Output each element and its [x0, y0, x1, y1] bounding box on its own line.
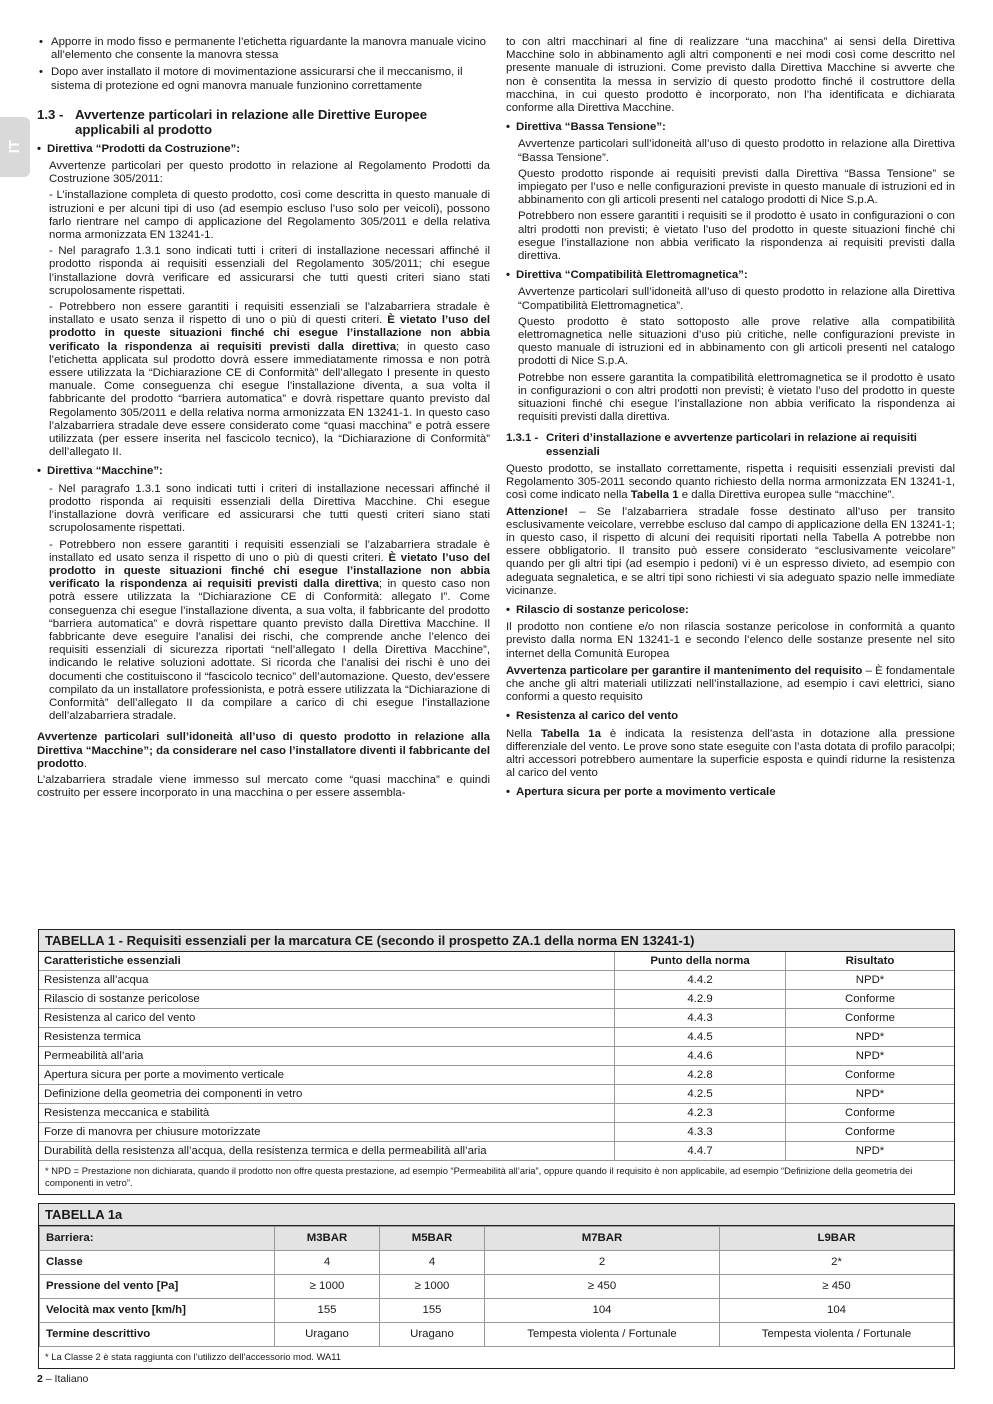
paragraph: Questo prodotto è stato sottoposto alle prove relative alla compatibilità elettromagnetica nelle situazioni d’uso più critiche, nelle configurazioni previste in questo manuale di istruzioni ed in abbinamento con gli articoli presenti nel catalogo prodotti di Nice S.p.A.: [518, 315, 955, 368]
table-row: [39, 1104, 954, 1123]
paragraph: [49, 301, 490, 459]
table-cell: 4.2.9: [615, 990, 786, 1009]
table-cell: 4.4.3: [615, 1009, 786, 1028]
column-header: Barriera:: [40, 1227, 275, 1251]
table-1a-grid: [39, 1226, 954, 1347]
text: - Potrebbero non essere garantiti i requisiti essenziali se l’alzabarriera stradale è installato e usato senza il rispetto di uno o più di questi criteri.: [49, 301, 490, 327]
column-header: M5BAR: [380, 1227, 485, 1251]
paragraph: [506, 728, 955, 781]
paragraph: [49, 539, 490, 724]
table-1-note: * NPD = Prestazione non dichiarata, quando il prodotto non offre questa prestazione, ad esempio “Permeabilità all’aria”, oppure quando il requisito è non applicabile, ad esempio “Definizione della geometria dei componenti in vetro”.: [45, 1165, 913, 1189]
directive-body-low-voltage: [506, 138, 955, 263]
bold-text: È vietato l’uso del prodotto in queste situazioni finché chi esegue l’installazione non abbia verificato la rispondenza ai requisiti previsti dalla direttiva: [49, 551, 491, 591]
section-title: Avvertenze particolari in relazione alle Direttive Europee applicabili al prodotto: [75, 106, 428, 137]
table-header-row: [39, 952, 954, 971]
table-header-row: [40, 1227, 954, 1251]
table-1-grid: [39, 952, 954, 1161]
directive-body-machines: [37, 483, 490, 724]
column-header: Punto della norma: [615, 952, 786, 971]
text: – È fondamentale che anche gli altri materiali utilizzati nell’installazione, ad esempio i cavi elettrici, siano conformi a questo requisito: [506, 664, 955, 704]
table-cell: 4.2.8: [615, 1066, 786, 1085]
table-1a-body: [40, 1251, 954, 1347]
table-row: [39, 1123, 954, 1142]
table-row: [39, 1066, 954, 1085]
subsection-number: 1.3.1 -: [506, 432, 539, 445]
paragraph: Questo prodotto risponde ai requisiti previsti dalla Direttiva “Bassa Tensione” se impiegato per l’uso e nelle configurazioni previste in questo manuale di istruzioni ed in abbinamento con gli articoli presenti nel catalogo prodotti di Nice S.p.A.: [518, 167, 955, 207]
table-cell: Uragano: [275, 1323, 380, 1347]
paragraph: - L’installazione completa di questo prodotto, così come descritta in questo manuale di istruzioni e per alcuni tipi di uso (ad esempio escluso l’uso solo per veicoli), possono farlo rientrare nel campo di applicazione del Regolamento 305/2011 e della relativa norma armonizzata EN 13241-1.: [49, 189, 490, 242]
paragraph: L’alzabarriera stradale viene immesso sul mercato come “quasi macchina” e quindi costruito per essere incorporato in una macchina o per essere assembla-: [37, 773, 490, 800]
text: Questo prodotto, se installato correttamente, rispetta i requisiti essenziali previsti dal Regolamento 305-2011 secondo quanto richiesto della norma armonizzata EN 13241-1, così come indicato nella: [506, 462, 955, 502]
table-cell: NPD*: [786, 971, 955, 990]
table-cell: 104: [485, 1299, 720, 1323]
table-1-body: [39, 971, 954, 1161]
table-1a: [38, 1203, 955, 1369]
table-cell: NPD*: [786, 1028, 955, 1047]
table-cell: Tempesta violenta / Fortunale: [485, 1323, 720, 1347]
bold-text: È vietato l’uso del prodotto in queste situazioni finché chi esegue l’installazione non abbia verificato la rispondenza ai requisiti previsti dalla direttiva: [49, 314, 491, 353]
footer-separator: –: [42, 1373, 55, 1385]
table-1a-note: * La Classe 2 è stata raggiunta con l’utilizzo dell’accessorio mod. WA11: [45, 1351, 341, 1363]
directive-body-construction: [37, 160, 490, 459]
table-row: [39, 971, 954, 990]
heading-wind-resistance: • Resistenza al carico del vento: [506, 710, 955, 723]
table-cell: Forze di manovra per chiusure motorizzate: [39, 1123, 615, 1142]
column-header: Caratteristiche essenziali: [39, 952, 615, 971]
paragraph: Avvertenze particolari sull’idoneità all’uso di questo prodotto in relazione alla Direttiva “Bassa Tensione”.: [518, 138, 955, 164]
table-cell: Pressione del vento [Pa]: [40, 1275, 275, 1299]
table-cell: Definizione della geometria dei componenti in vetro: [39, 1085, 615, 1104]
right-column: [506, 36, 955, 804]
directive-heading-construction: • Direttiva “Prodotti da Costruzione”:: [37, 143, 490, 156]
table-cell: 4.2.5: [615, 1085, 786, 1104]
table-row: [39, 990, 954, 1009]
language-tab: [0, 117, 30, 177]
paragraph: to con altri macchinari al fine di realizzare “una macchina” ai sensi della Direttiva Macchine solo in abbinamento agli altri componenti e nei modi così come descritto nel presente manuale di istruzioni. Come previsto dalla Direttiva Macchine si avverte che non è consentita la messa in servizio di questo prodotto finché il costruttore della macchina, in cui questo prodotto è incorporato, non l’ha identificata e dichiarata conforme alla Direttiva Macchine.: [506, 36, 955, 115]
page-number: 2: [37, 1373, 43, 1385]
paragraph: [506, 463, 955, 503]
table-cell: Conforme: [786, 1104, 955, 1123]
table-row: [39, 1028, 954, 1047]
list-item: • Apporre in modo fisso e permanente l’etichetta riguardante la manovra manuale vicino all’elemento che consente la manovra stessa: [37, 36, 490, 62]
table-cell: Termine descrittivo: [40, 1323, 275, 1347]
bold-text: Tabella 1: [630, 489, 679, 502]
table-cell: NPD*: [786, 1085, 955, 1104]
footer-language: Italiano: [54, 1373, 89, 1385]
subsection-heading: [506, 432, 955, 458]
bold-text: Avvertenze particolari sull’idoneità all’uso di questo prodotto in relazione alla Direttiva “Macchine”; da considerare nel caso l’installatore diventi il fabbricante del prodotto: [37, 731, 490, 770]
paragraph: Avvertenze particolari per questo prodotto in relazione al Regolamento Prodotti da Costruzione 305/2011:: [49, 160, 490, 186]
table-cell: ≥ 1000: [380, 1275, 485, 1299]
table-cell: ≥ 450: [720, 1275, 954, 1299]
table-cell: Resistenza all’acqua: [39, 971, 615, 990]
table-cell: NPD*: [786, 1047, 955, 1066]
table-cell: NPD*: [786, 1142, 955, 1161]
table-cell: Permeabilità all’aria: [39, 1047, 615, 1066]
paragraph: [506, 665, 955, 705]
table-cell: 2: [485, 1251, 720, 1275]
table-cell: 4.4.2: [615, 971, 786, 990]
table-cell: Resistenza termica: [39, 1028, 615, 1047]
table-cell: Classe: [40, 1251, 275, 1275]
table-cell: 4.4.6: [615, 1047, 786, 1066]
text: Nella: [506, 727, 541, 740]
table-cell: Tempesta violenta / Fortunale: [720, 1323, 954, 1347]
table-cell: Conforme: [786, 1066, 955, 1085]
text: e dalla Direttiva europea sulle “macchine”.: [678, 489, 895, 502]
table-cell: 155: [380, 1299, 485, 1323]
column-header: M3BAR: [275, 1227, 380, 1251]
table-cell: 4.4.5: [615, 1028, 786, 1047]
column-header: M7BAR: [485, 1227, 720, 1251]
bold-text: Avvertenza particolare per garantire il mantenimento del requisito: [506, 664, 863, 677]
bold-text: Tabella 1a: [540, 727, 601, 740]
table-cell: 104: [720, 1299, 954, 1323]
table-row: [39, 1142, 954, 1161]
text: - Potrebbero non essere garantiti i requisiti essenziali se l’alzabarriera stradale è installato ed usato senza il rispetto di uno o più di questi criteri.: [49, 538, 490, 564]
text: ; in questo caso l’etichetta applicata sul prodotto dovrà essere immediatamente rimossa e non potrà essere utilizzata la “Dichiarazione CE di Conformità” dell’allegato I presente in questo manuale. Come conseguenza chi esegue l’installazione diventa, a sua volta il fabbricante del prodotto “barriera automatica” e dovrà rispettare quanto previsto dal Regolamento 305/2011 e della relativa norma armonizzata EN 13241-1. In questo caso l’alzabarriera stradale deve essere considerato come “quasi macchina” e potrà essere utilizzata (per essere inserita nel fascicolo tecnico), la “Dichiarazione di Conformità” dell’allegato II.: [49, 340, 490, 459]
table-cell: 4.2.3: [615, 1104, 786, 1123]
table-cell: Resistenza al carico del vento: [39, 1009, 615, 1028]
text: – Se l’alzabarriera stradale fosse destinato all’uso per transito esclusivamente veicolare, verrebbe escluso dal campo di applicazione della EN 13241-1; in questo caso, il rispetto di alcuni dei requisiti riportati nella Tabella A potrebbe non essere obbligatorio. Il transito può essere considerato “esclusivamente veicolare” quando per gli altri tipi (ad esempio i pedoni) vi è un espresso divieto, ad esempio con adeguata segnaletica, e se altri tipi sono richiesti vi sia adeguato spazio nelle immediate vicinanze.: [506, 505, 955, 597]
table-cell: 155: [275, 1299, 380, 1323]
section-number: 1.3 -: [37, 106, 64, 122]
table-cell: Velocità max vento [km/h]: [40, 1299, 275, 1323]
directive-body-emc: [506, 286, 955, 424]
paragraph: Potrebbe non essere garantita la compatibilità elettromagnetica se il prodotto è usato in configurazioni o con altri prodotti non previsti; è vietato l’uso del prodotto in queste situazioni finché chi esegue l’installazione non abbia verificato la rispondenza ai requisiti previsti dalla direttiva.: [518, 371, 955, 424]
page-footer: [37, 1373, 88, 1386]
paragraph: Il prodotto non contiene e/o non rilascia sostanze pericolose in conformità a quanto previsto dalla norma EN 13241-1 e secondo l’elenco delle sostanze presente nel sito internet della Comunità Europea: [506, 621, 955, 660]
text: è indicata la resistenza dell’asta in dotazione alla pressione differenziale del vento. Le prove sono state eseguite con l’asta dotata di profilo paracolpi; altri accessori potrebbero aumentare la superficie esposta e quindi ridurne la resistenza al carico del vento: [506, 727, 955, 780]
language-tab-label: IT: [6, 140, 24, 154]
table-row: [39, 1085, 954, 1104]
heading-safe-opening: • Apertura sicura per porte a movimento verticale: [506, 786, 955, 799]
paragraph: Potrebbero non essere garantiti i requisiti se il prodotto è usato in configurazioni o con altri prodotti non previsti; è vietato l’uso del prodotto in queste situazioni finché chi esegue l’installazione non abbia verificato la rispondenza ai requisiti previsti dalla direttiva.: [518, 210, 955, 263]
table-1: [38, 929, 955, 1195]
table-cell: Conforme: [786, 1123, 955, 1142]
text: ; in questo caso non potrà essere utilizzata la “Dichiarazione CE di Conformità: allegato I”. Come conseguenza chi esegue l’installazione diventa, a sua volta, il fabbricante del prodotto “barriera automatica” e dovrà rispettare quanto previsto dalla Direttiva Macchine. Il fabbricante deve eseguire l’analisi dei rischi, che comprende anche l’elenco dei requisiti essenziali di sicurezza riportati “nell’allegato I della Direttiva Macchine”, indicando le relative soluzioni adottate. Si ricorda che l’analisi dei rischi è uno dei documenti che costituiscono il “fascicolo tecnico” dell’automazione. Questo, dev’essere compilato da un installatore professionista, e potrà essere utilizzata la “Dichiarazione di Conformità” dell’allegato II da compilare a carico di chi esegue l’installazione dell’alzabarriera stradale.: [49, 578, 490, 723]
table-cell: 2*: [720, 1251, 954, 1275]
table-row: [40, 1323, 954, 1347]
table-cell: 4.3.3: [615, 1123, 786, 1142]
list-item: • Dopo aver installato il motore di movimentazione assicurarsi che il meccanismo, il sistema di protezione ed ogni manovra manuale funzionino correttamente: [37, 66, 490, 92]
table-cell: Conforme: [786, 990, 955, 1009]
table-row: [39, 1009, 954, 1028]
subsection-title: Criteri d’installazione e avvertenze particolari in relazione ai requisiti essenziali: [546, 432, 917, 458]
paragraph: [506, 506, 955, 598]
table-row: [40, 1251, 954, 1275]
left-column: [37, 36, 490, 803]
table-cell: ≥ 1000: [275, 1275, 380, 1299]
column-header: Risultato: [786, 952, 955, 971]
directive-heading-low-voltage: • Direttiva “Bassa Tensione”:: [506, 121, 955, 134]
paragraph: - Nel paragrafo 1.3.1 sono indicati tutti i criteri di installazione necessari affinché il prodotto risponda ai requisiti essenziali del Regolamento 305/2011; chi esegue l’installazione dovrà verificare ed assicurarsi che tutti questi criteri siano stati scrupolosamente rispettati.: [49, 245, 490, 297]
table-cell: Conforme: [786, 1009, 955, 1028]
section-heading: [37, 107, 490, 137]
table-1a-title: TABELLA 1a: [39, 1204, 954, 1226]
table-cell: Apertura sicura per porte a movimento verticale: [39, 1066, 615, 1085]
table-cell: ≥ 450: [485, 1275, 720, 1299]
table-row: [40, 1275, 954, 1299]
heading-hazardous-substances: • Rilascio di sostanze pericolose:: [506, 604, 955, 617]
paragraph: Avvertenze particolari sull’idoneità all’uso di questo prodotto in relazione alla Direttiva “Compatibilità Elettromagnetica”.: [518, 286, 955, 312]
table-cell: 4.4.7: [615, 1142, 786, 1161]
paragraph: Avvertenze particolari sull’idoneità all’uso di questo prodotto in relazione alla Direttiva “Macchine”; da considerare nel caso l’installatore diventi il fabbricante del prodotto.: [37, 731, 490, 770]
table-cell: 4: [275, 1251, 380, 1275]
table-cell: Uragano: [380, 1323, 485, 1347]
table-1-title: TABELLA 1 - Requisiti essenziali per la marcatura CE (secondo il prospetto ZA.1 della norma EN 13241-1): [39, 930, 954, 952]
table-cell: 4: [380, 1251, 485, 1275]
column-header: L9BAR: [720, 1227, 954, 1251]
table-cell: Rilascio di sostanze pericolose: [39, 990, 615, 1009]
bold-text: Attenzione!: [506, 505, 569, 518]
paragraph: - Nel paragrafo 1.3.1 sono indicati tutti i criteri di installazione necessari affinché il prodotto risponda ai requisiti essenziali della Direttiva Macchine. Chi esegue l’installazione dovrà verificare ed assicurarsi che tutti questi criteri siano stati scrupolosamente rispettati.: [49, 482, 490, 535]
table-row: [39, 1047, 954, 1066]
directive-heading-emc: • Direttiva “Compatibilità Elettromagnetica”:: [506, 269, 955, 282]
table-row: [40, 1299, 954, 1323]
table-cell: Resistenza meccanica e stabilità: [39, 1104, 615, 1123]
table-cell: Durabilità della resistenza all’acqua, della resistenza termica e della permeabilità all’aria: [39, 1142, 615, 1161]
directive-heading-machines: • Direttiva “Macchine”:: [37, 465, 490, 478]
